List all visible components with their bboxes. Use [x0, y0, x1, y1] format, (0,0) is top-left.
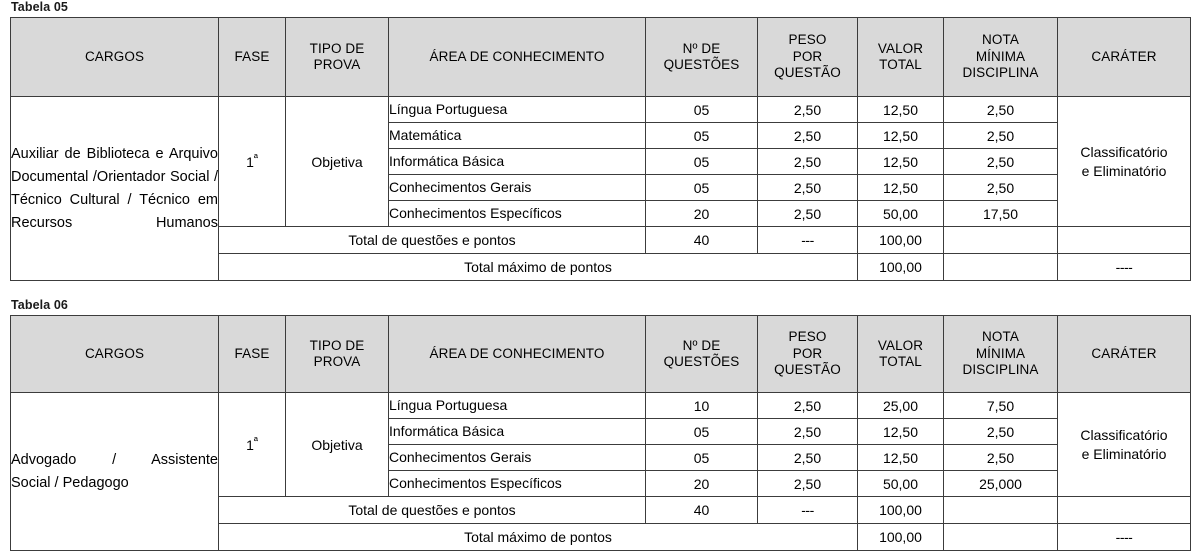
cell-nota-minima: 2,50: [944, 175, 1058, 201]
col-header-valor-line1: VALOR: [877, 40, 924, 56]
cell-nota-minima: 17,50: [944, 201, 1058, 227]
cell-area: Conhecimentos Específicos: [389, 471, 646, 497]
col-header-cargos: CARGOS: [11, 18, 219, 97]
col-header-area-de-conhecimento: ÁREA DE CONHECIMENTO: [389, 18, 646, 97]
cell-peso: 2,50: [758, 445, 858, 471]
total-questoes-peso: ---: [758, 227, 858, 254]
col-header-nota-line3: DISCIPLINA: [962, 362, 1039, 378]
cell-peso: 2,50: [758, 419, 858, 445]
col-header-nota-line1: NOTA: [982, 329, 1019, 345]
cell-valor-total: 25,00: [858, 393, 944, 419]
col-header-valor-line2: TOTAL: [879, 57, 922, 72]
col-header-tipo-line2: PROVA: [313, 57, 361, 72]
col-header-tipo-de-prova: [286, 316, 389, 393]
cell-valor-total: 12,50: [858, 123, 944, 149]
fase-ordinal-suffix: ª: [253, 434, 258, 447]
cell-nota-minima: 2,50: [944, 419, 1058, 445]
cell-nota-minima: 2,50: [944, 123, 1058, 149]
table-block-tabela-06: [0, 298, 1200, 551]
exam-table-tabela-05: [10, 17, 1191, 281]
carater-line2: e Eliminatório: [1081, 162, 1167, 179]
col-header-valor-total: [858, 18, 944, 97]
total-questoes-carater-blank: [1058, 227, 1191, 254]
cell-nota-minima: 2,50: [944, 97, 1058, 123]
fase-value: 1: [246, 153, 254, 170]
total-maximo-valor: 100,00: [858, 524, 944, 551]
col-header-peso-line1: PESO: [788, 329, 827, 345]
total-questoes-n: 40: [646, 497, 758, 524]
table-caption-tabela-05: Tabela 05: [11, 0, 68, 14]
cell-nota-minima: 7,50: [944, 393, 1058, 419]
total-questoes-nota-blank: [944, 497, 1058, 524]
cell-n-questoes: 20: [646, 471, 758, 497]
total-maximo-carater: ----: [1058, 254, 1191, 281]
col-header-nota-line3: DISCIPLINA: [962, 65, 1039, 81]
col-header-nota-line2: MÍNIMA: [975, 345, 1026, 361]
col-header-numero-de-questoes: [646, 18, 758, 97]
carater-line1: Classificatório: [1080, 426, 1168, 443]
cell-n-questoes: 20: [646, 201, 758, 227]
total-questoes-valor: 100,00: [858, 497, 944, 524]
cell-valor-total: 12,50: [858, 419, 944, 445]
cargos-line1: Advogado / Assistente: [11, 451, 218, 468]
col-header-peso-por-questao: [758, 316, 858, 393]
cell-carater: [1058, 97, 1191, 227]
col-header-peso-line2: POR: [792, 345, 823, 361]
col-header-numero-de-questoes: [646, 316, 758, 393]
cell-valor-total: 12,50: [858, 445, 944, 471]
col-header-nq-line2: QUESTÕES: [663, 57, 740, 72]
cell-area: Conhecimentos Específicos: [389, 201, 646, 227]
cell-carater: [1058, 393, 1191, 497]
cell-area: Matemática: [389, 123, 646, 149]
cell-n-questoes: 10: [646, 393, 758, 419]
cell-fase: [219, 393, 286, 497]
cell-valor-total: 12,50: [858, 97, 944, 123]
col-header-valor-total: [858, 316, 944, 393]
cell-valor-total: 50,00: [858, 201, 944, 227]
table-header-row: [11, 18, 1191, 97]
col-header-nq-line2: QUESTÕES: [663, 354, 740, 369]
fase-value: 1: [246, 436, 254, 453]
col-header-valor-line2: TOTAL: [879, 354, 922, 369]
cargos-line2: Social / Pedagogo: [11, 474, 129, 491]
col-header-peso-por-questao: [758, 18, 858, 97]
cell-peso: 2,50: [758, 97, 858, 123]
col-header-peso-line2: POR: [792, 48, 823, 64]
total-maximo-carater: ----: [1058, 524, 1191, 551]
table-caption-tabela-06: Tabela 06: [11, 298, 68, 312]
total-maximo-label: Total máximo de pontos: [219, 254, 858, 281]
cell-peso: 2,50: [758, 201, 858, 227]
col-header-tipo-line1: TIPO DE: [309, 337, 365, 353]
total-maximo-valor: 100,00: [858, 254, 944, 281]
col-header-tipo-de-prova: [286, 18, 389, 97]
total-questoes-n: 40: [646, 227, 758, 254]
exam-table-tabela-06: [10, 315, 1191, 551]
table-row: [11, 97, 1191, 123]
cell-n-questoes: 05: [646, 149, 758, 175]
col-header-nota-minima-disciplina: [944, 18, 1058, 97]
cell-tipo-de-prova: Objetiva: [286, 97, 389, 227]
total-maximo-nota-blank: [944, 254, 1058, 281]
total-questoes-label: Total de questões e pontos: [219, 497, 646, 524]
cell-peso: 2,50: [758, 123, 858, 149]
col-header-tipo-line1: TIPO DE: [309, 40, 365, 56]
col-header-nq-line1: Nº DE: [682, 337, 721, 353]
cell-n-questoes: 05: [646, 97, 758, 123]
table-header-row: [11, 316, 1191, 393]
cell-cargos: [11, 393, 219, 551]
cell-peso: 2,50: [758, 175, 858, 201]
cell-n-questoes: 05: [646, 123, 758, 149]
cell-nota-minima: 25,000: [944, 471, 1058, 497]
cell-nota-minima: 2,50: [944, 149, 1058, 175]
col-header-valor-line1: VALOR: [877, 337, 924, 353]
col-header-peso-line3: QUESTÃO: [774, 65, 841, 81]
cell-area: Língua Portuguesa: [389, 393, 646, 419]
cell-peso: 2,50: [758, 393, 858, 419]
col-header-peso-line3: QUESTÃO: [774, 362, 841, 378]
total-maximo-label: Total máximo de pontos: [219, 524, 858, 551]
cell-peso: 2,50: [758, 149, 858, 175]
cell-area: Conhecimentos Gerais: [389, 445, 646, 471]
total-maximo-nota-blank: [944, 524, 1058, 551]
col-header-peso-line1: PESO: [788, 32, 827, 48]
cell-nota-minima: 2,50: [944, 445, 1058, 471]
table-row: [11, 393, 1191, 419]
cell-fase: [219, 97, 286, 227]
cell-cargos: Auxiliar de Biblioteca e Arquivo Documental /Orientador Social / Técnico Cultural / Técnico em Recursos Humanos: [11, 97, 219, 281]
total-questoes-valor: 100,00: [858, 227, 944, 254]
cell-tipo-de-prova: Objetiva: [286, 393, 389, 497]
col-header-tipo-line2: PROVA: [313, 354, 361, 369]
total-questoes-nota-blank: [944, 227, 1058, 254]
carater-line2: e Eliminatório: [1081, 445, 1167, 462]
cell-area: Informática Básica: [389, 149, 646, 175]
col-header-carater: CARÁTER: [1058, 18, 1191, 97]
col-header-nq-line1: Nº DE: [682, 40, 721, 56]
total-questoes-label: Total de questões e pontos: [219, 227, 646, 254]
col-header-area-de-conhecimento: ÁREA DE CONHECIMENTO: [389, 316, 646, 393]
total-questoes-peso: ---: [758, 497, 858, 524]
total-questoes-carater-blank: [1058, 497, 1191, 524]
col-header-carater: CARÁTER: [1058, 316, 1191, 393]
cell-area: Informática Básica: [389, 419, 646, 445]
cell-n-questoes: 05: [646, 175, 758, 201]
carater-line1: Classificatório: [1080, 143, 1168, 160]
col-header-cargos: CARGOS: [11, 316, 219, 393]
col-header-fase: FASE: [219, 316, 286, 393]
col-header-nota-minima-disciplina: [944, 316, 1058, 393]
cell-n-questoes: 05: [646, 419, 758, 445]
col-header-nota-line2: MÍNIMA: [975, 48, 1026, 64]
col-header-nota-line1: NOTA: [982, 32, 1019, 48]
cell-valor-total: 12,50: [858, 175, 944, 201]
cell-n-questoes: 05: [646, 445, 758, 471]
cell-area: Conhecimentos Gerais: [389, 175, 646, 201]
cell-peso: 2,50: [758, 471, 858, 497]
cell-valor-total: 50,00: [858, 471, 944, 497]
col-header-fase: FASE: [219, 18, 286, 97]
cell-area: Língua Portuguesa: [389, 97, 646, 123]
cell-valor-total: 12,50: [858, 149, 944, 175]
fase-ordinal-suffix: ª: [253, 151, 258, 164]
